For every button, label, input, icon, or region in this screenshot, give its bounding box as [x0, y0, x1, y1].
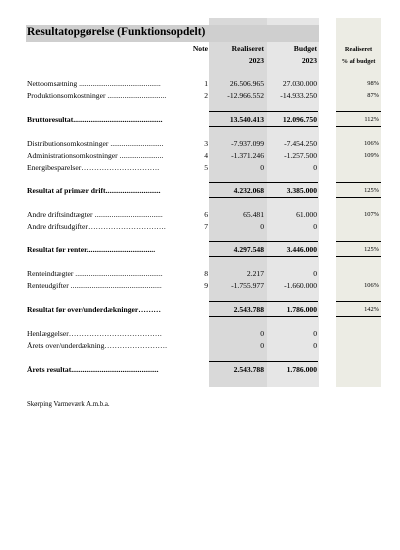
row-realiseret: 26.506.965 — [229, 79, 264, 88]
subtotal-rule — [336, 126, 381, 127]
row-realiseret: 4.232.068 — [233, 186, 264, 195]
row-percent: 106% — [364, 140, 379, 147]
row-note: 9 — [204, 281, 208, 290]
row-andre-driftsindtaegter — [0, 209, 400, 220]
row-label: Bruttoresultat............................................... — [27, 115, 163, 124]
row-label: Produktionsomkostninger ............................... — [27, 91, 167, 100]
row-label: Årets over/underdækning……………………. — [27, 341, 168, 350]
row-resultat-primaer-drift — [0, 185, 400, 196]
row-nettoomsaetning — [0, 78, 400, 89]
note-header: Note — [192, 44, 208, 53]
row-budget: -1.660.000 — [284, 281, 317, 290]
row-note: 8 — [204, 269, 208, 278]
subtotal-rule — [209, 241, 318, 242]
row-note: 3 — [204, 139, 208, 148]
row-realiseret: 0 — [260, 329, 264, 338]
row-label: Resultat af primær drift............................. — [27, 186, 161, 195]
row-budget: 3.446.000 — [286, 245, 317, 254]
row-realiseret: 4.297.548 — [233, 245, 264, 254]
row-realiseret: -1.371.246 — [231, 151, 264, 160]
row-budget: -14.933.250 — [280, 91, 317, 100]
row-label: Henlæggelser………………………………. — [27, 329, 162, 338]
row-note: 7 — [204, 222, 208, 231]
row-aarets-over-underdaekning — [0, 340, 400, 351]
row-realiseret: 2.543.788 — [233, 305, 264, 314]
subtotal-rule — [209, 126, 318, 127]
row-bruttoresultat — [0, 114, 400, 125]
row-realiseret: -1.755.977 — [231, 281, 264, 290]
row-resultat-foer-over-underdaekninger — [0, 304, 400, 315]
percent-header-line2: % af budget — [341, 58, 376, 65]
row-budget: 27.030.000 — [282, 79, 317, 88]
row-produktionsomkostninger — [0, 90, 400, 101]
row-energibesparelser — [0, 162, 400, 173]
row-realiseret: 2.543.788 — [233, 365, 264, 374]
row-percent: 125% — [364, 246, 379, 253]
row-budget: 61.000 — [296, 210, 317, 219]
subtotal-rule — [209, 111, 318, 112]
row-label: Distributionsomkostninger ............................ — [27, 139, 164, 148]
row-realiseret: 0 — [260, 341, 264, 350]
subtotal-rule — [336, 316, 381, 317]
budget-year-header: 2023 — [301, 56, 317, 65]
row-budget: 1.786.000 — [286, 365, 317, 374]
row-note: 5 — [204, 163, 208, 172]
budget-header: Budget — [293, 44, 317, 53]
row-realiseret: 0 — [260, 222, 264, 231]
row-note: 4 — [204, 151, 208, 160]
row-percent: 106% — [364, 282, 379, 289]
row-realiseret: 0 — [260, 163, 264, 172]
subtotal-rule — [336, 182, 381, 183]
row-budget: 0 — [313, 341, 317, 350]
row-label: Årets resultat.............................................. — [27, 365, 159, 374]
subtotal-rule — [336, 256, 381, 257]
row-budget: 12.096.750 — [282, 115, 317, 124]
row-realiseret: 2.217 — [246, 269, 264, 278]
row-budget: -7.454.250 — [284, 139, 317, 148]
subtotal-rule — [336, 111, 381, 112]
row-andre-driftsudgifter — [0, 221, 400, 232]
row-label: Andre driftsudgifter…………………………. — [27, 222, 166, 231]
subtotal-rule — [209, 197, 318, 198]
row-renteindtaegter — [0, 268, 400, 279]
realiseret-year-header: 2023 — [248, 56, 264, 65]
row-budget: 0 — [313, 329, 317, 338]
row-realiseret: -7.937.099 — [231, 139, 264, 148]
row-note: 1 — [204, 79, 208, 88]
row-realiseret: 13.540.413 — [229, 115, 264, 124]
row-percent: 87% — [367, 92, 379, 99]
row-realiseret: -12.966.552 — [227, 91, 264, 100]
subtotal-rule — [209, 256, 318, 257]
row-aarets-resultat — [0, 364, 400, 375]
row-percent: 142% — [364, 306, 379, 313]
row-label: Energibesparelser…………………………. — [27, 163, 160, 172]
company-footer: Skørping Varmeværk A.m.b.a. — [27, 401, 110, 408]
row-note: 6 — [204, 210, 208, 219]
subtotal-rule — [336, 241, 381, 242]
row-budget: -1.257.500 — [284, 151, 317, 160]
row-budget: 3.385.000 — [286, 186, 317, 195]
row-renteudgifter — [0, 280, 400, 291]
row-budget: 0 — [313, 222, 317, 231]
subtotal-rule — [209, 182, 318, 183]
subtotal-rule — [209, 301, 318, 302]
page-title: Resultatopgørelse (Funktionsopdelt) — [27, 26, 206, 38]
row-percent: 125% — [364, 187, 379, 194]
row-henlaeggelser — [0, 328, 400, 339]
row-administrationsomkostninger — [0, 150, 400, 161]
row-budget: 0 — [313, 269, 317, 278]
row-percent: 109% — [364, 152, 379, 159]
row-label: Nettoomsætning ........................................... — [27, 79, 161, 88]
subtotal-rule — [336, 301, 381, 302]
percent-header-line1: Realiseret — [344, 46, 373, 53]
row-budget: 1.786.000 — [286, 305, 317, 314]
row-distributionsomkostninger — [0, 138, 400, 149]
row-label: Administrationsomkostninger ....................... — [27, 151, 164, 160]
subtotal-rule — [336, 197, 381, 198]
row-label: Renteindtægter .............................................. — [27, 269, 163, 278]
row-label: Resultat før over/underdækninger……… — [27, 305, 162, 314]
row-budget: 0 — [313, 163, 317, 172]
row-percent: 112% — [364, 116, 379, 123]
row-label: Andre driftsindtægter .................................... — [27, 210, 163, 219]
row-note: 2 — [204, 91, 208, 100]
realiseret-header: Realiseret — [231, 44, 264, 53]
row-percent: 98% — [367, 80, 379, 87]
row-resultat-foer-renter — [0, 244, 400, 255]
subtotal-rule — [209, 361, 318, 362]
row-realiseret: 65.481 — [243, 210, 264, 219]
row-label: Renteudgifter ................................................ — [27, 281, 162, 290]
subtotal-rule — [209, 316, 318, 317]
row-label: Resultat før renter.................................... — [27, 245, 156, 254]
row-percent: 107% — [364, 211, 379, 218]
